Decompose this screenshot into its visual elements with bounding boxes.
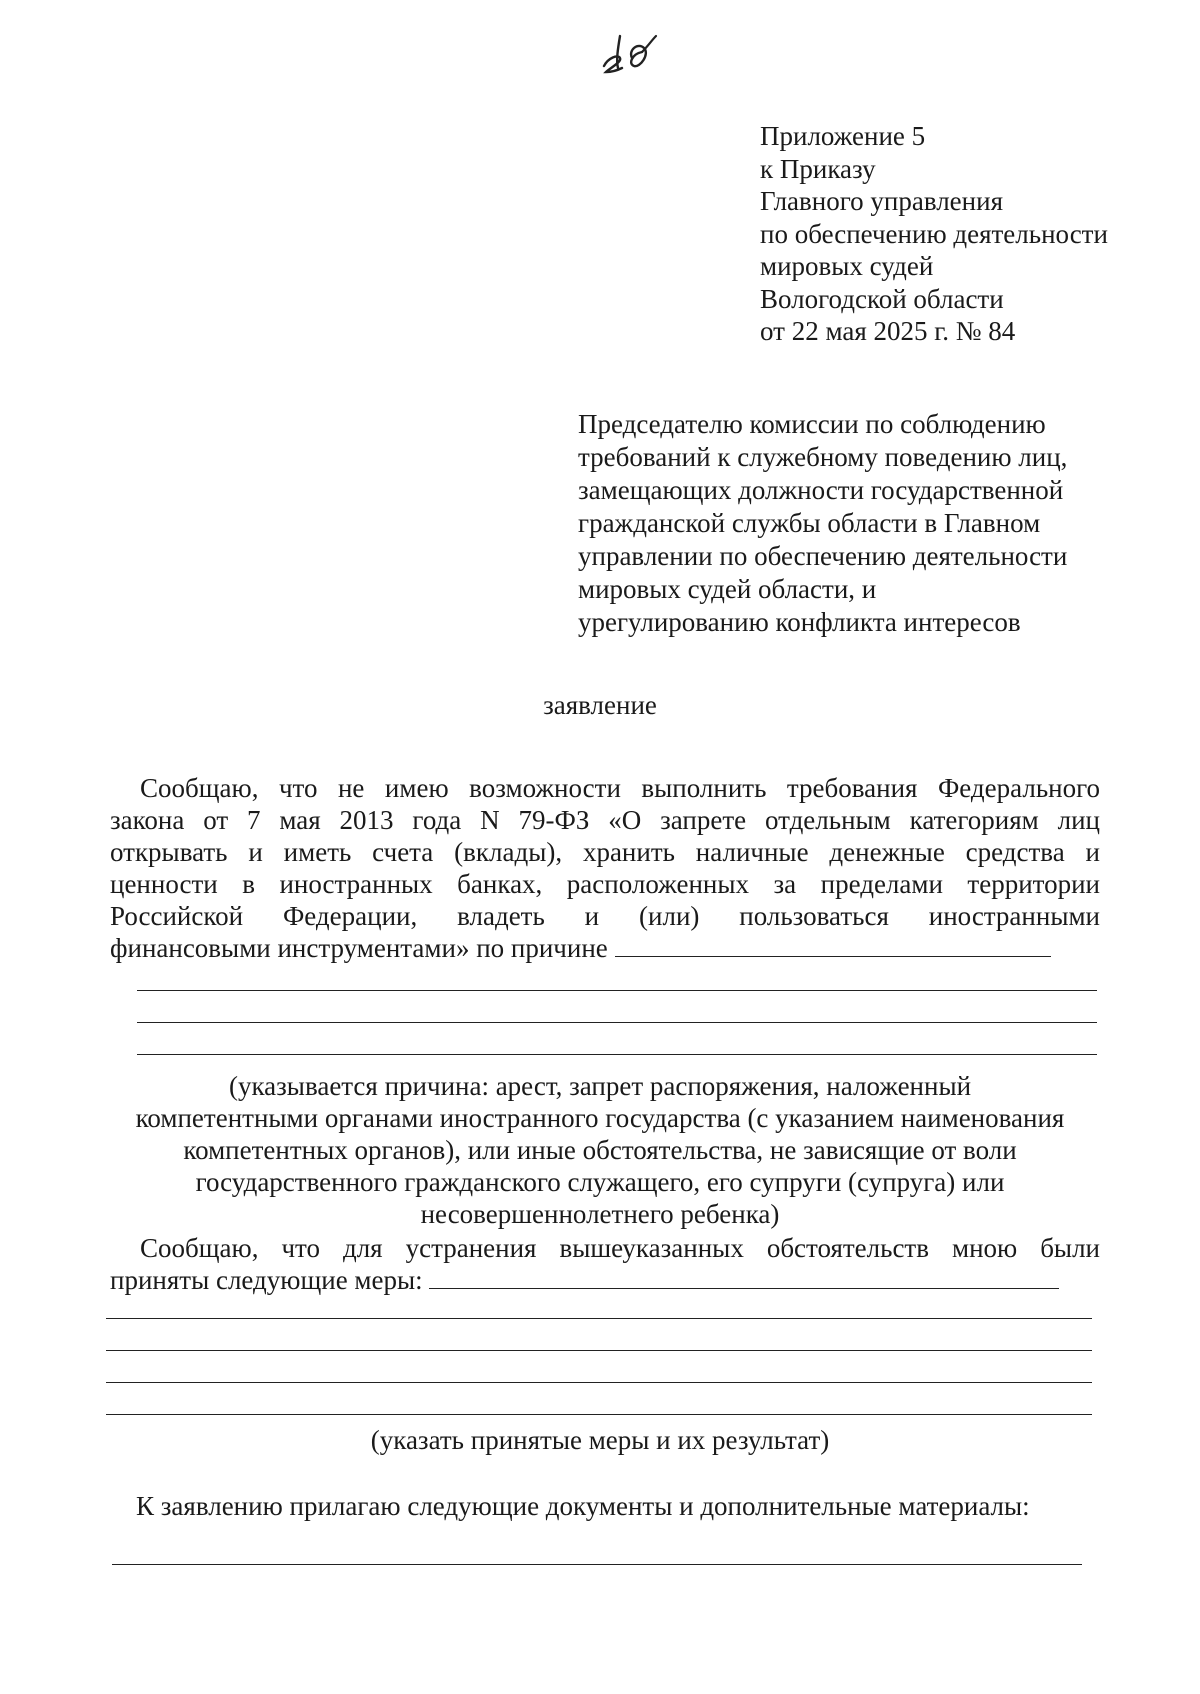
measures-fill-line[interactable] xyxy=(106,1414,1092,1415)
reason-fill-line[interactable] xyxy=(137,1022,1097,1023)
measures-caption xyxy=(100,1424,1100,1456)
handwritten-page-number xyxy=(598,28,658,78)
paragraph-line xyxy=(110,932,1100,964)
measures-fill-line[interactable] xyxy=(106,1318,1092,1319)
reason-fill-line[interactable] xyxy=(137,990,1097,991)
annex-line: мировых судей xyxy=(760,251,934,281)
measures-paragraph xyxy=(110,1232,1100,1296)
caption-line: компетентных органов), или иные обстоятельства, не зависящие от воли xyxy=(183,1135,1017,1165)
reason-lead-in: финансовыми инструментами» по причине xyxy=(110,933,608,963)
caption-line: (указать принятые меры и их результат) xyxy=(370,1425,830,1455)
annex-line: по обеспечению деятельности xyxy=(760,218,1108,249)
annex-line: к Приказу xyxy=(760,153,876,184)
addressee-line: управлении по обеспечению деятельности xyxy=(578,541,1068,571)
addressee-line: требований к служебному поведению лиц, xyxy=(578,442,1068,472)
measures-fill-line[interactable] xyxy=(106,1350,1092,1351)
addressee-block xyxy=(578,408,1067,639)
attachments-fill-line[interactable] xyxy=(112,1564,1082,1565)
paragraph-line: ценности в иностранных банках, расположенных за пределами территории xyxy=(110,869,1100,899)
measures-fill-line[interactable] xyxy=(106,1382,1092,1383)
addressee-line: мировых судей области, и xyxy=(578,574,877,604)
statement-paragraph xyxy=(110,772,1100,964)
addressee-line: урегулированию конфликта интересов xyxy=(578,607,1021,637)
paragraph-line: Российской Федерации, владеть и (или) пользоваться иностранными xyxy=(110,901,1100,931)
annex-reference xyxy=(760,120,1108,348)
reason-fill-line[interactable] xyxy=(137,1054,1097,1055)
annex-line: от 22 мая 2025 г. № 84 xyxy=(760,316,1016,346)
paragraph-line: Сообщаю, что не имею возможности выполнить требования Федерального xyxy=(140,773,1100,803)
annex-line: Главного управления xyxy=(760,186,1003,216)
document-title: заявление xyxy=(543,690,657,720)
handwritten-page-number-mark xyxy=(598,28,658,78)
addressee-line: гражданской службы области в Главном xyxy=(578,508,1041,538)
paragraph-line xyxy=(110,1264,1100,1296)
addressee-line: замещающих должности государственной xyxy=(578,475,1064,505)
paragraph-line: закона от 7 мая 2013 года N 79-ФЗ «О запрете отдельным категориям лиц xyxy=(110,805,1100,835)
annex-line: Вологодской области xyxy=(760,283,1004,314)
reason-caption xyxy=(100,1070,1100,1230)
annex-line: Приложение 5 xyxy=(760,121,926,151)
measures-lead-in: приняты следующие меры: xyxy=(110,1265,423,1295)
measures-fill-line[interactable] xyxy=(429,1268,1059,1289)
caption-line: государственного гражданского служащего, его супруги (супруга) или xyxy=(195,1167,1005,1197)
caption-line: (указывается причина: арест, запрет распоряжения, наложенный xyxy=(228,1071,972,1101)
caption-line: несовершеннолетнего ребенка) xyxy=(420,1199,780,1229)
paragraph-line: открывать и иметь счета (вклады), хранить наличные денежные средства и xyxy=(110,837,1100,867)
caption-line: компетентными органами иностранного государства (с указанием наименования xyxy=(135,1103,1065,1133)
reason-fill-line[interactable] xyxy=(615,936,1051,957)
paragraph-line: Сообщаю, что для устранения вышеуказанных обстоятельств мною были xyxy=(140,1233,1100,1263)
addressee-line: Председателю комиссии по соблюдению xyxy=(578,409,1046,439)
attachments-line: К заявлению прилагаю следующие документы и дополнительные материалы: xyxy=(136,1491,1030,1521)
